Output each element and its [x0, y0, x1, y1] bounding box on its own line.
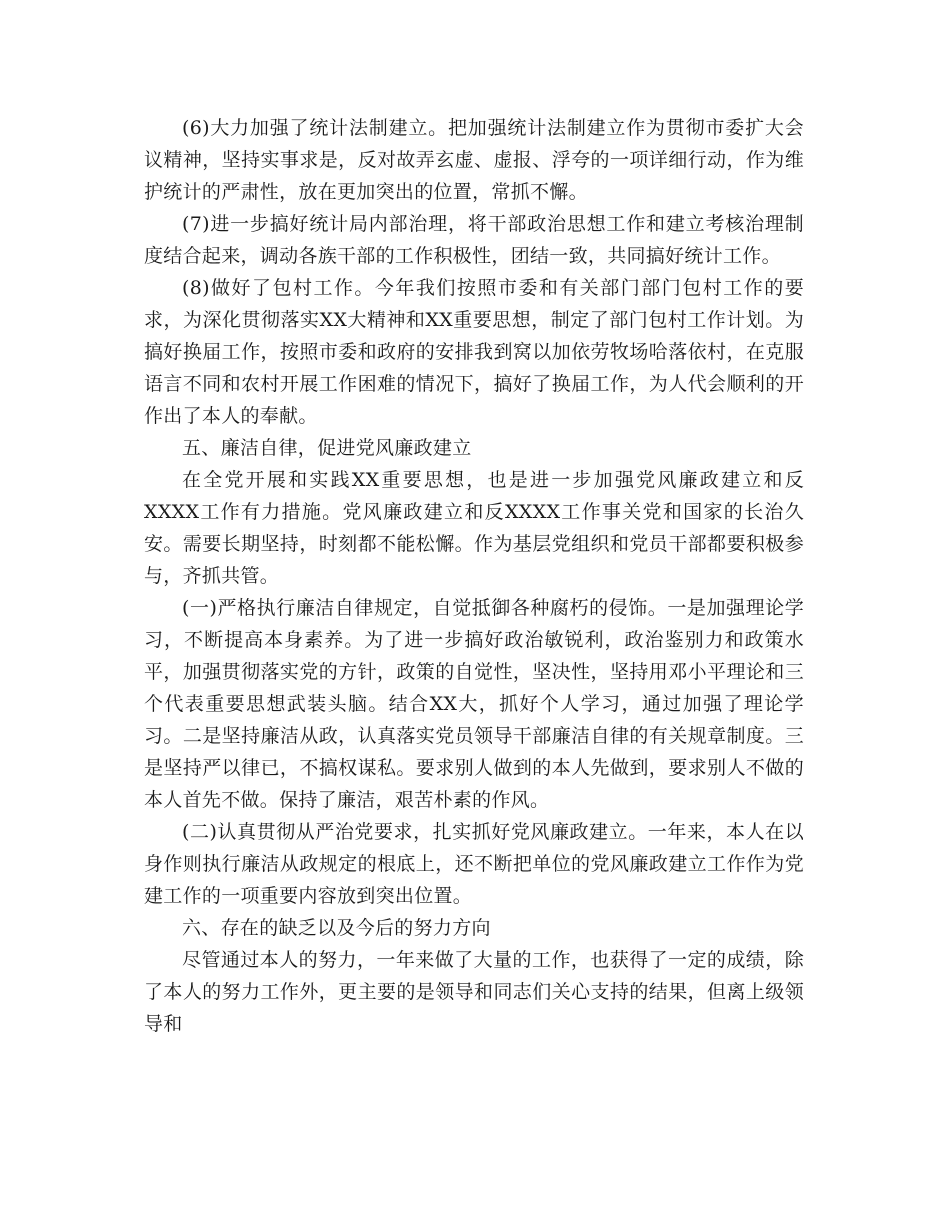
paragraph-statistics-law: (6)大力加强了统计法制建立。把加强统计法制建立作为贯彻市委扩大会议精神，坚持实事求是，反对故弄玄虚、虚报、浮夸的一项详细行动，作为维护统计的严肃性，放在更加突出的位置，常抓不懈。 [144, 117, 804, 203]
paragraph-efforts: 尽管通过本人的努力，一年来做了大量的工作，也获得了一定的成绩，除了本人的努力工作外，更主要的是领导和同志们关心支持的结果，但离上级领导和 [144, 949, 804, 1035]
paragraph-self-discipline: (一)严格执行廉洁自律规定，自觉抵御各种腐朽的侵饰。一是加强理论学习，不断提高本身素养。为了进一步搞好政治敏锐利，政治鉴别力和政策水平，加强贯彻落实党的方针，政策的自觉性，坚决性，坚持用邓小平理论和三个代表重要思想武装头脑。结合XX大，抓好个人学习，通过加强了理论学习。二是坚持廉洁从政，认真落实党员领导干部廉洁自律的有关规章制度。三是坚持严以律已，不搞权谋私。要求别人做到的本人先做到，要求别人不做的本人首先不做。保持了廉洁，艰苦朴素的作风。 [144, 597, 804, 811]
section-heading-integrity: 五、廉洁自律，促进党风廉政建立 [182, 437, 472, 459]
section-heading-shortcomings: 六、存在的缺乏以及今后的努力方向 [182, 917, 491, 939]
paragraph-village-work: (8)做好了包村工作。今年我们按照市委和有关部门部门包村工作的要求，为深化贯彻落实XX大精神和XX重要思想，制定了部门包村工作计划。为搞好换届工作，按照市委和政府的安排我到窝以加依劳牧场哈落依村，在克服语言不同和农村开展工作困难的情况下，搞好了换届工作，为人代会顺利的开作出了本人的奉献。 [144, 277, 804, 427]
paragraph-party-conduct: 在全党开展和实践XX重要思想，也是进一步加强党风廉政建立和反XXXX工作有力措施。党风廉政建立和反XXXX工作事关党和国家的长治久安。需要长期坚持，时刻都不能松懈。作为基层党组织和党员干部都要积极参与，齐抓共管。 [144, 469, 804, 587]
paragraph-internal-management: (7)进一步搞好统计局内部治理，将干部政治思想工作和建立考核治理制度结合起来，调动各族干部的工作积极性，团结一致，共同搞好统计工作。 [144, 213, 804, 267]
paragraph-strict-governance: (二)认真贯彻从严治党要求，扎实抓好党风廉政建立。一年来，本人在以身作则执行廉洁从政规定的根底上，还不断把单位的党风廉政建立工作作为党建工作的一项重要内容放到突出位置。 [144, 821, 804, 907]
document-body [144, 112, 804, 1040]
